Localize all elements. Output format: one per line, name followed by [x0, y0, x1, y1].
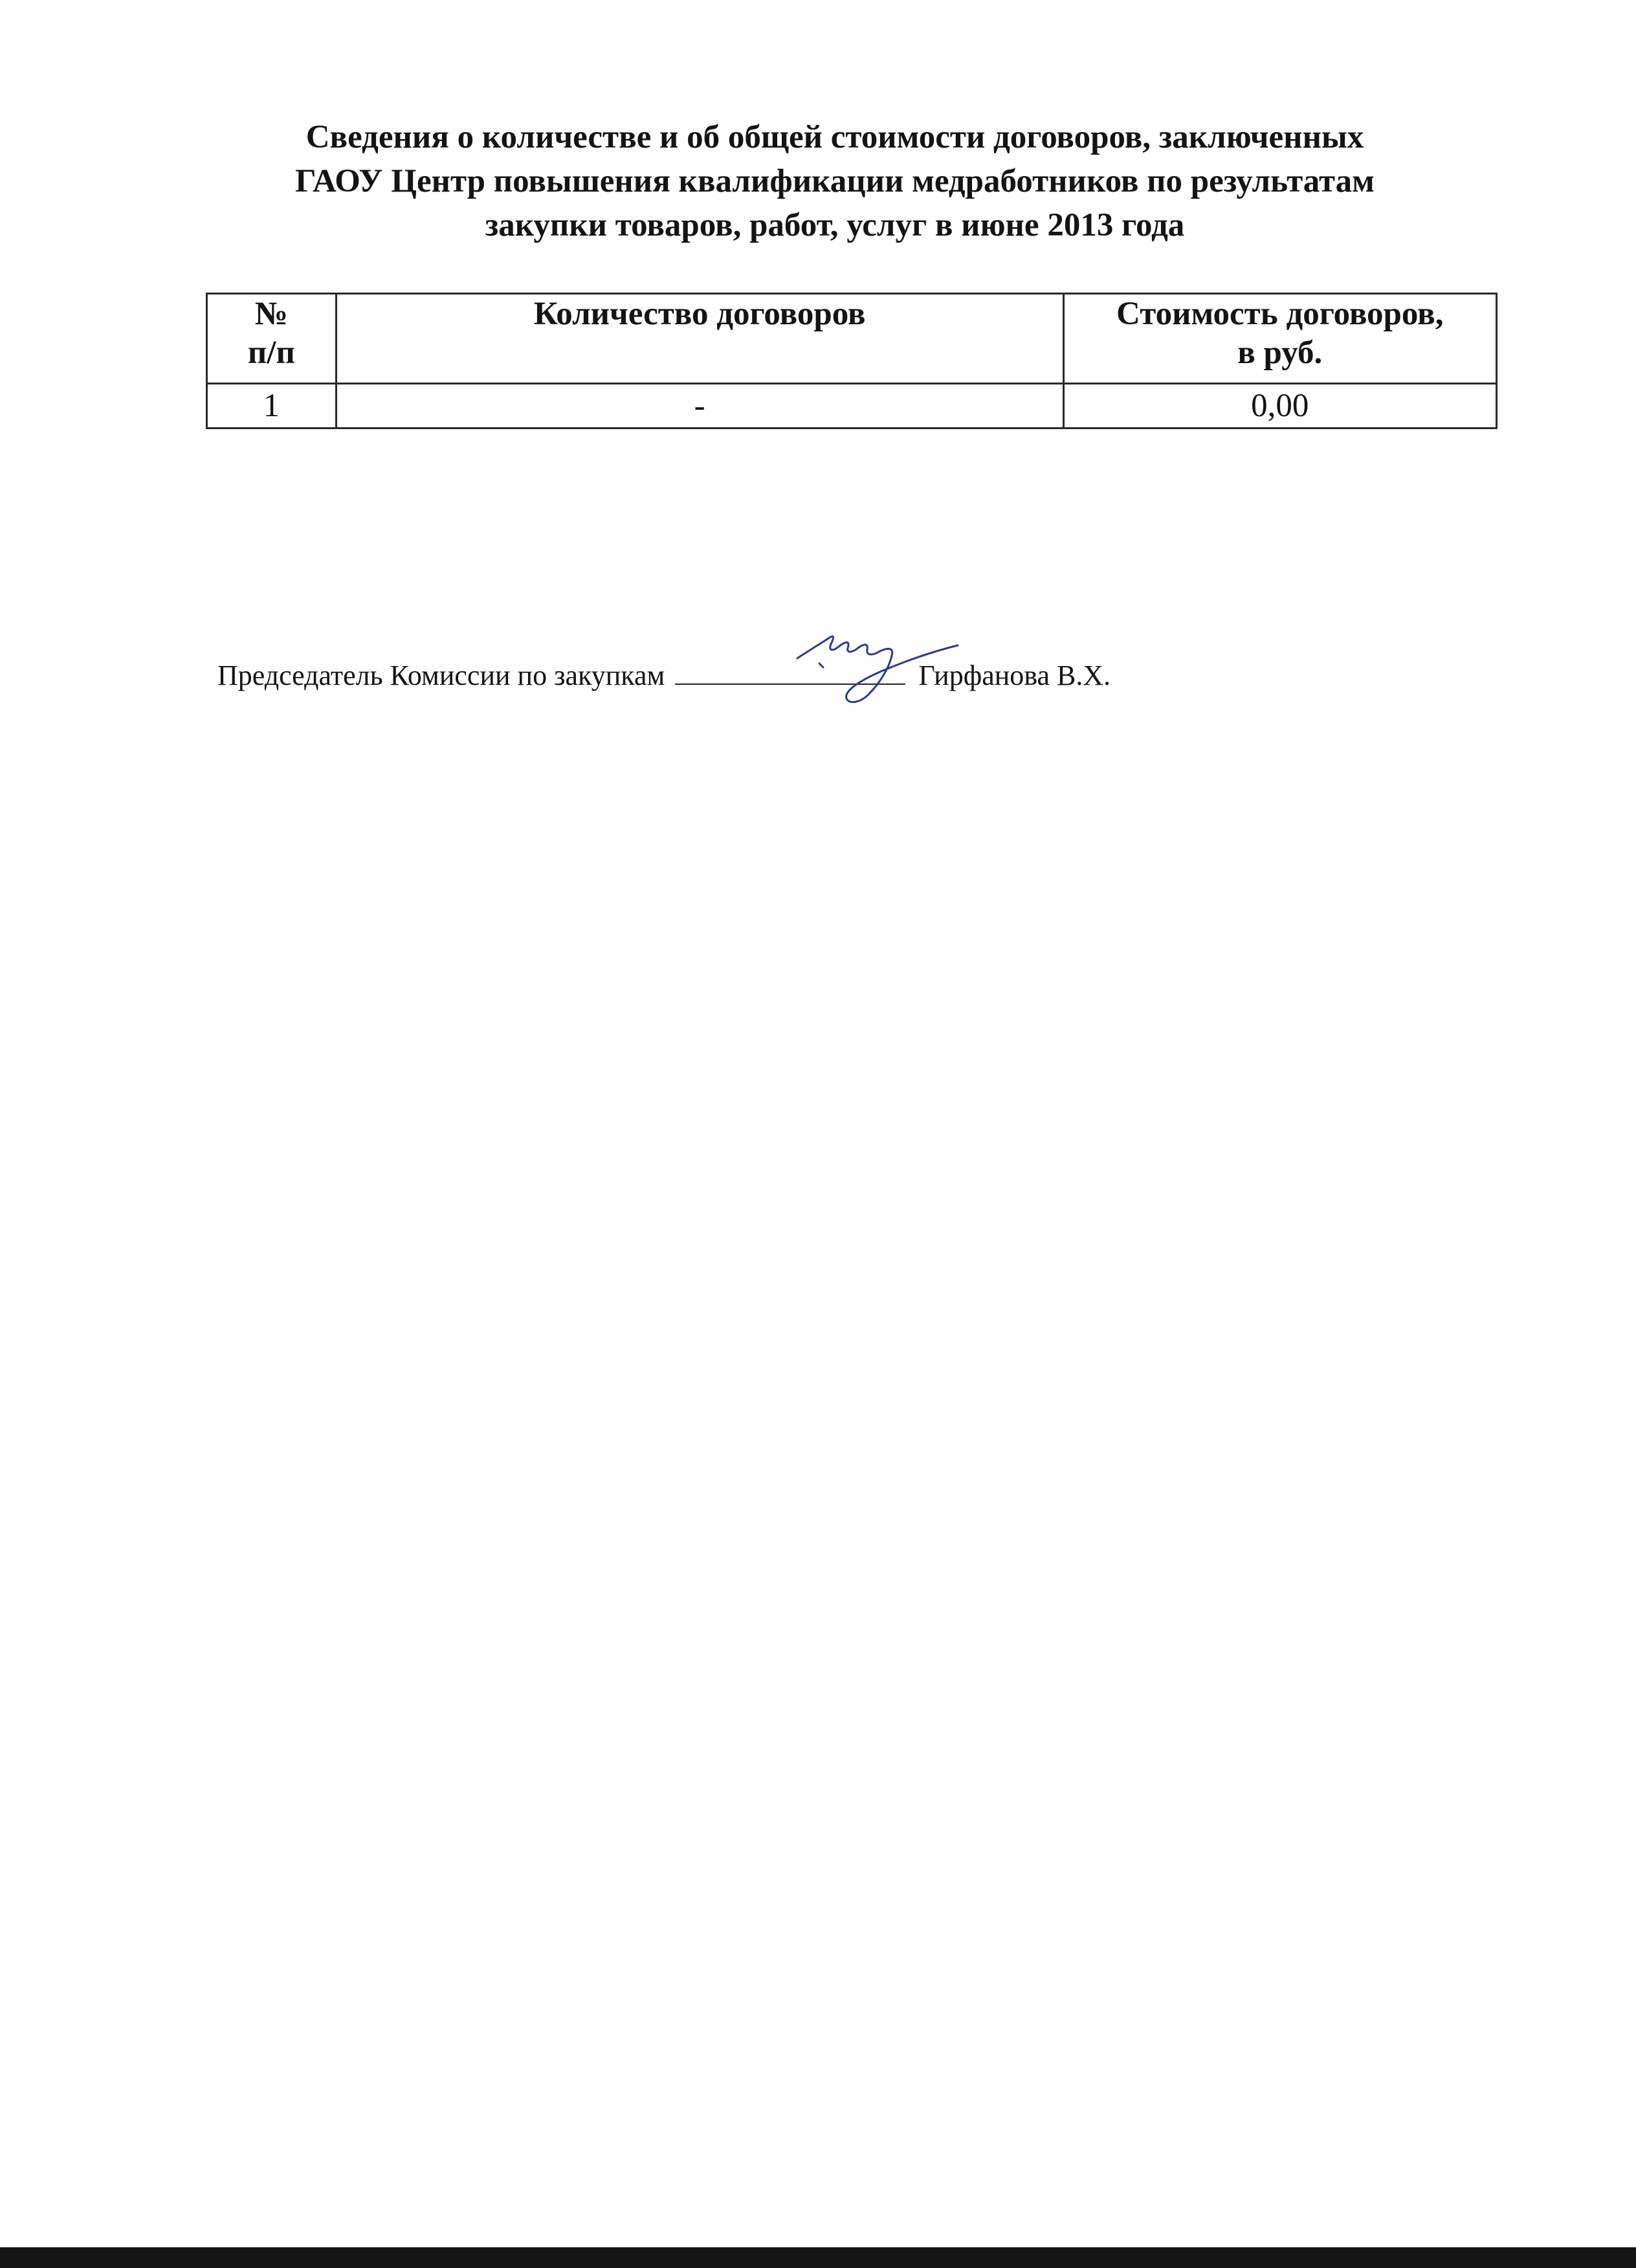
handwritten-signature [783, 618, 977, 709]
header-contract-cost [1063, 294, 1496, 384]
title-line-3: закупки товаров, работ, услуг в июне 2013 года [485, 207, 1185, 243]
cell-contract-cost: 0,00 [1063, 384, 1496, 428]
table-header-row [207, 294, 1497, 384]
header-contract-cost-line-1: Стоимость договоров, [1116, 296, 1444, 332]
title-line-2: ГАОУ Центр повышения квалификации медработников по результатам [295, 163, 1375, 199]
title-line-1: Сведения о количестве и об общей стоимости договоров, заключенных [305, 119, 1364, 155]
header-number-label: п/п [247, 335, 295, 371]
header-number-symbol: № [254, 296, 288, 332]
signatory-position: Председатель Комиссии по закупкам [217, 660, 665, 691]
scan-bottom-edge [0, 2247, 1636, 2268]
table-row [207, 384, 1497, 428]
header-contract-count [336, 294, 1063, 384]
contracts-table [206, 293, 1498, 429]
header-contract-count-label: Количество договоров [533, 296, 866, 332]
cell-number: 1 [207, 384, 337, 428]
signatory-name: Гирфанова В.Х. [918, 660, 1111, 691]
header-contract-cost-line-2: в руб. [1237, 335, 1323, 371]
document-title [194, 115, 1476, 247]
header-number [207, 294, 337, 384]
cell-contract-count: - [336, 384, 1063, 428]
